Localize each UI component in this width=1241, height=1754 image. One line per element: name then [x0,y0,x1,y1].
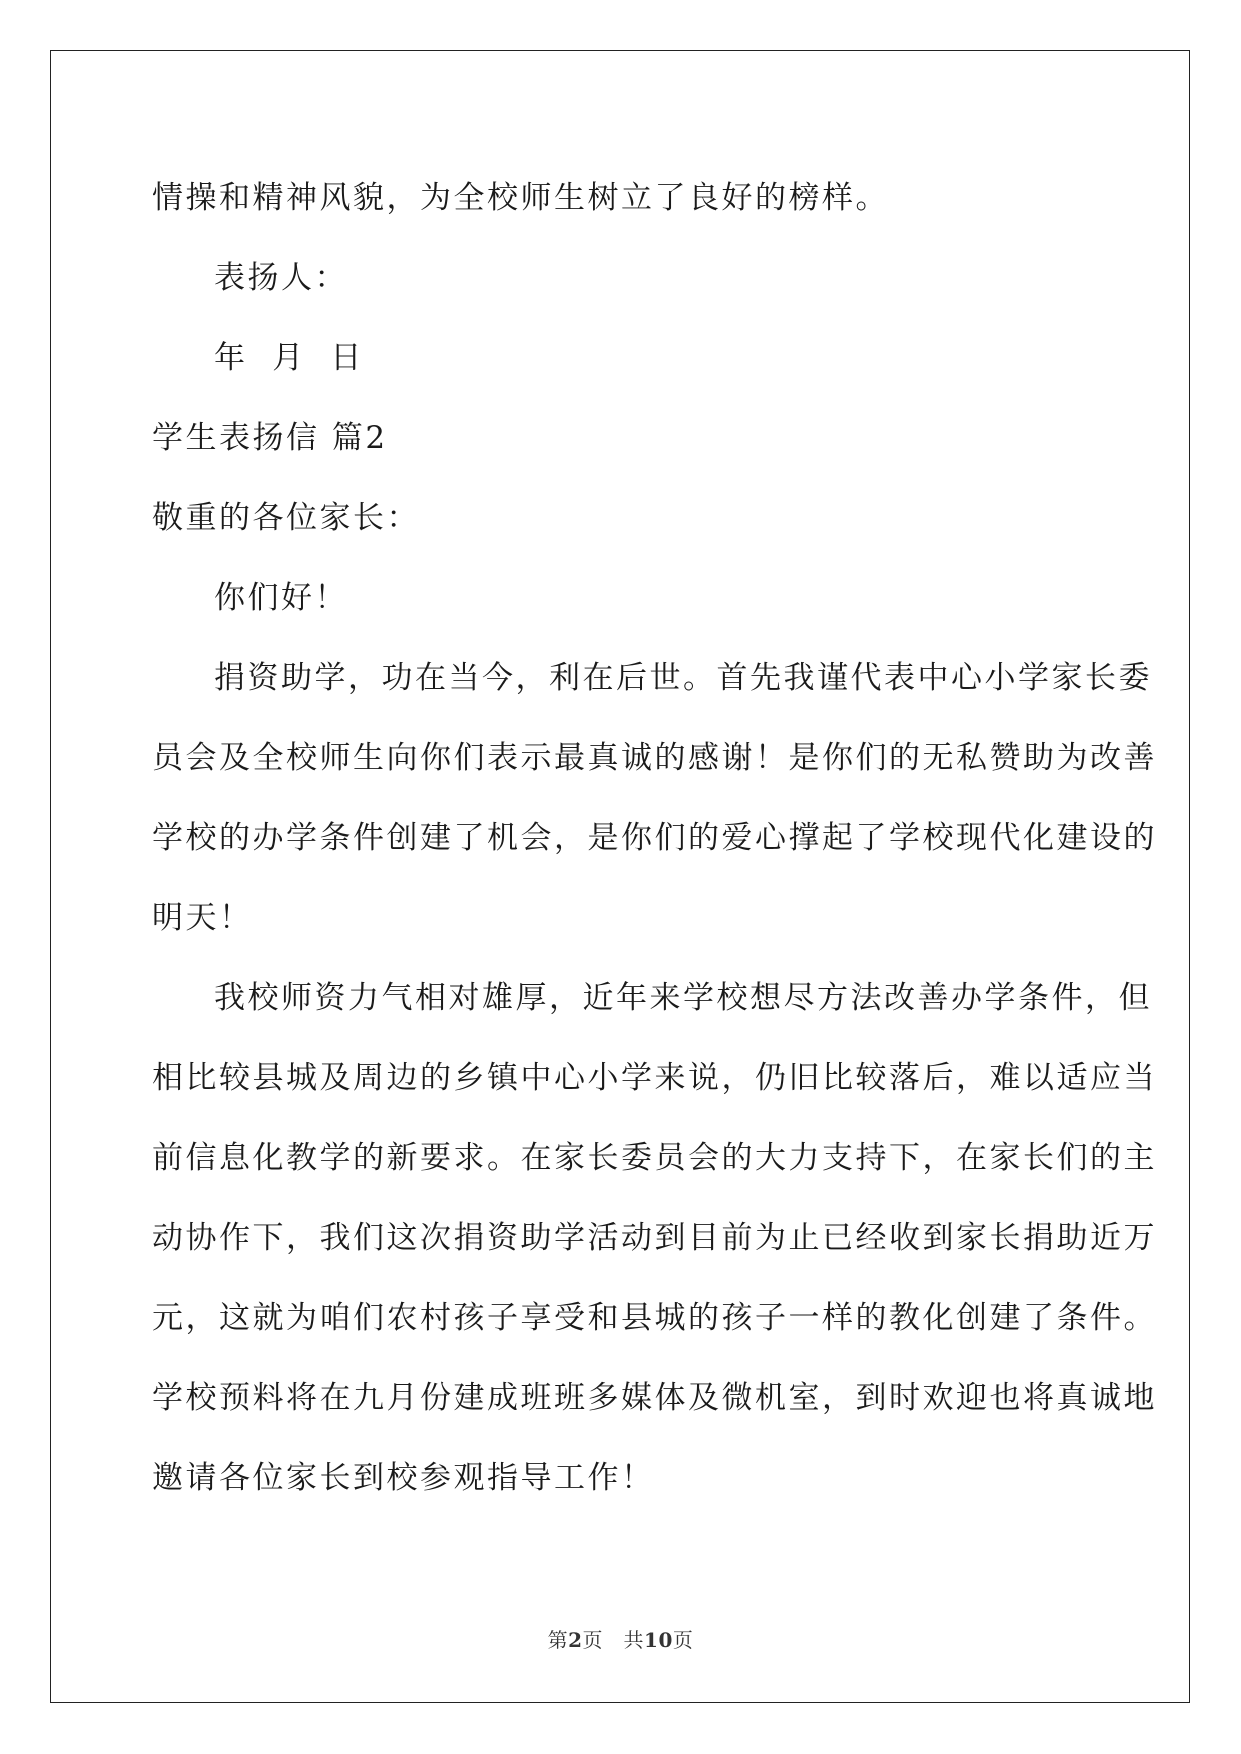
salutation: 敬重的各位家长： [152,500,420,536]
paragraph-2-line-7: 邀请各位家长到校参观指导工作！ [152,1460,655,1496]
footer-suffix: 页 [672,1628,694,1652]
paragraph-1-line-3: 学校的办学条件创建了机会，是你们的爱心撑起了学校现代化建设的 [152,820,1157,856]
footer-prefix: 第 [547,1628,569,1652]
paragraph-2-line-3: 前信息化教学的新要求。在家长委员会的大力支持下，在家长们的主 [152,1140,1157,1176]
page-footer [0,1624,1241,1653]
document-body [152,158,1157,1518]
footer-mid: 页 共 [582,1628,645,1652]
paragraph-1-line-1: 捐资助学，功在当今，利在后世。首先我谨代表中心小学家长委 [214,660,1152,696]
greeting: 你们好！ [214,580,348,616]
paragraph-2-line-6: 学校预料将在九月份建成班班多媒体及微机室，到时欢迎也将真诚地 [152,1380,1157,1416]
paragraph-2-line-5: 元，这就为咱们农村孩子享受和县城的孩子一样的教化创建了条件。 [152,1300,1157,1336]
section-heading: 学生表扬信 篇2 [152,420,388,456]
total-page-number: 10 [644,1628,673,1652]
paragraph-1-line-4: 明天！ [152,900,253,936]
paragraph-1-line-2: 员会及全校师生向你们表示最真诚的感谢！是你们的无私赞助为改善 [152,740,1157,776]
paragraph-2-line-1: 我校师资力气相对雄厚，近年来学校想尽方法改善办学条件，但 [214,980,1152,1016]
current-page-number: 2 [568,1628,583,1652]
date-line: 年 月 日 [214,340,364,376]
paragraph-2-line-4: 动协作下，我们这次捐资助学活动到目前为止已经收到家长捐助近万 [152,1220,1157,1256]
text-line-1: 情操和精神风貌，为全校师生树立了良好的榜样。 [152,180,889,216]
paragraph-2-line-2: 相比较县城及周边的乡镇中心小学来说，仍旧比较落后，难以适应当 [152,1060,1157,1096]
signature-label: 表扬人： [214,260,348,296]
